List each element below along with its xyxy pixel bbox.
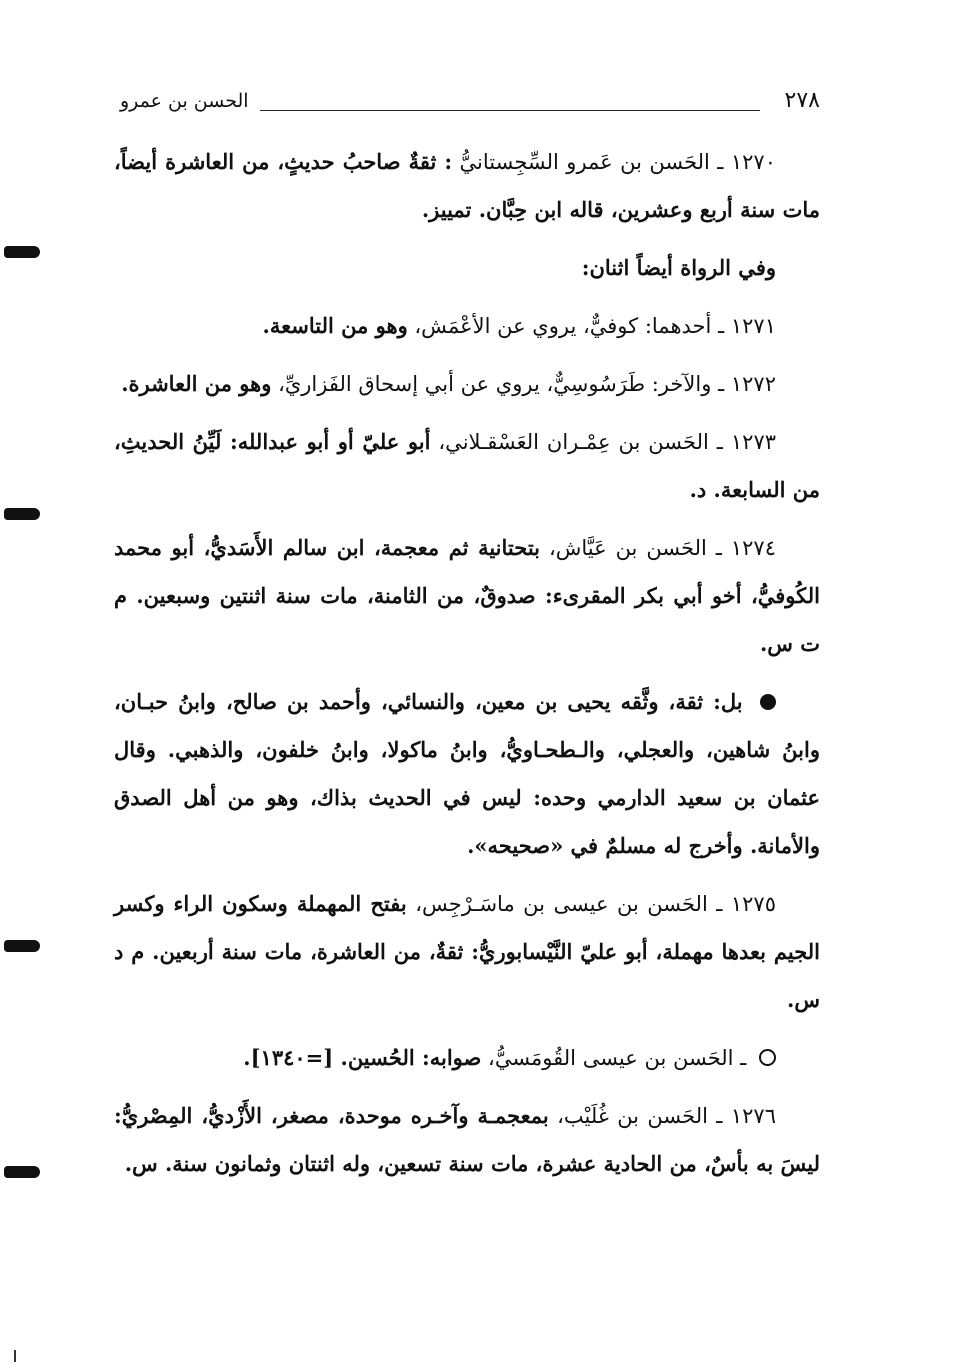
entry-cross-reference <box>114 1034 820 1082</box>
entry-1276: ١٢٧٦ ـ الحَسن بن غُلَيْب، بمعجمـة وآخـره موحدة، مصغر، الأَزْديُّ، المِصْريُّ: ليسَ به بأسٌ، من الحادية عشرة، مات سنة تسعين، وله اثنتان وثمانون سنة. س. <box>114 1103 820 1176</box>
entry-name: الحَسن بن غُلَيْب، <box>557 1104 708 1128</box>
entry-1275: ١٢٧٥ ـ الحَسن بن عيسى بن ماسَـرْجِس، بفتح المهملة وسكون الراء وكسر الجيم بعدها مهملة، أبو عليّ النَّيْسابوريُّ: ثقةٌ، من العاشرة، مات سنة أربعين. م د س. <box>114 891 820 1012</box>
entry-text: وفي الرواة أيضاً اثنان: <box>581 255 776 280</box>
entry-text: صوابه: الحُسين. [=١٣٤٠]. <box>243 1045 482 1070</box>
entry-name: الحَسن بن عَمرو السِّجِستانيُّ <box>459 150 710 174</box>
entry-number: ١٢٧٦ <box>730 1104 776 1128</box>
entry-note <box>114 244 820 292</box>
circle-icon <box>759 1049 776 1066</box>
header-rule <box>260 110 760 111</box>
page-number: ٢٧٨ <box>784 88 820 113</box>
entry-name: ـ الحَسن بن عيسى القُومَسيُّ، <box>488 1046 747 1070</box>
entry-number: ١٢٧٠ <box>730 150 776 174</box>
entry-text: : ثقةٌ صاحبُ حديثٍ، من العاشرة أيضاً، مات سنة أربع وعشرين، قاله ابن حِبَّان. تمييز. <box>114 149 820 222</box>
margin-ink-mark <box>4 246 40 258</box>
margin-ink-mark <box>4 1166 40 1178</box>
entry-1274: ١٢٧٤ ـ الحَسن بن عَيَّاش، بتحتانية ثم معجمة، ابن سالم الأَسَديُّ، أبو محمد الكُوفيُّ، أخو أبي بكر المقرىء: صدوقٌ، من الثامنة، مات سنة اثنتين وسبعين. م ت س. <box>114 535 820 656</box>
entry-text: وهو من التاسعة. <box>262 313 408 338</box>
entry-text: بفتح المهملة وسكون الراء وكسر الجيم بعدها مهملة، أبو عليّ النَّيْسابوريُّ: ثقةٌ، من العاشرة، مات سنة أربعين. م د س. <box>114 891 820 1012</box>
entry-text: أبو عليّ أو أبو عبدالله: لَيِّنُ الحديثِ، من السابعة. د. <box>114 429 820 502</box>
entry-name: الحَسن بن عِمْـران العَسْقـلاني، <box>438 430 709 454</box>
scan-edge-mark <box>14 1350 16 1362</box>
entry-text: بمعجمـة وآخـره موحدة، مصغر، الأَزْديُّ، المِصْريُّ: ليسَ به بأسٌ، من الحادية عشرة، مات سنة تسعين، وله اثنتان وثمانون سنة. س. <box>114 1103 820 1176</box>
entry-text: وهو من العاشرة. <box>121 371 272 396</box>
entry-number: ١٢٧٥ <box>730 892 776 916</box>
page-body <box>114 138 820 1198</box>
entry-number: ١٢٧١ <box>730 314 776 338</box>
running-title: الحسن بن عمرو <box>120 90 249 112</box>
entry-number: ١٢٧٤ <box>730 536 776 560</box>
entry-1270: ١٢٧٠ ـ الحَسن بن عَمرو السِّجِستانيُّ : ثقةٌ صاحبُ حديثٍ، من العاشرة أيضاً، مات سنة أربع وعشرين، قاله ابن حِبَّان. تمييز. <box>114 149 820 222</box>
entry-name: أحدهما: كوفيٌّ، يروي عن الأعْمَش، <box>414 314 712 338</box>
entry-name: الحَسن بن عَيَّاش، <box>548 536 707 560</box>
entry-1273: ١٢٧٣ ـ الحَسن بن عِمْـران العَسْقـلاني، أبو عليّ أو أبو عبدالله: لَيِّنُ الحديثِ، من السابعة. د. <box>114 429 820 502</box>
entry-number: ١٢٧٢ <box>730 372 776 396</box>
entry-number: ١٢٧٣ <box>730 430 777 454</box>
entry-name: والآخر: طَرَسُوسِيٌّ، يروي عن أبي إسحاق الفَزاريِّ، <box>278 372 712 396</box>
page-header <box>120 88 820 122</box>
margin-ink-mark <box>4 508 40 520</box>
entry-name: الحَسن بن عيسى بن ماسَـرْجِس، <box>415 892 708 916</box>
entry-text: بل: ثقة، وثَّقه يحيى بن معين، والنسائي، وأحمد بن صالح، وابنُ حبـان، وابنُ شاهين، والعجلي، والـطحـاويُّ، وابنُ ماكولا، وابنُ خلفون، والذهبي. وقال عثمان بن سعيد الدارمي وحده: ليس في الحديث بذاك، وهو من أهل الصدق والأمانة. وأخرج له مسلمٌ في «صحيحه». <box>114 689 820 858</box>
entry-text: بتحتانية ثم معجمة، ابن سالم الأَسَديُّ، أبو محمد الكُوفيُّ، أخو أبي بكر المقرىء: صدوقٌ، من الثامنة، مات سنة اثنتين وسبعين. م ت س. <box>114 535 820 656</box>
entry-1271: ١٢٧١ ـ أحدهما: كوفيٌّ، يروي عن الأعْمَش، وهو من التاسعة. <box>262 313 776 338</box>
margin-ink-mark <box>4 940 40 952</box>
bullet-icon <box>760 694 776 710</box>
entry-1272: ١٢٧٢ ـ والآخر: طَرَسُوسِيٌّ، يروي عن أبي إسحاق الفَزاريِّ، وهو من العاشرة. <box>121 371 776 396</box>
entry-commentary <box>114 678 820 870</box>
